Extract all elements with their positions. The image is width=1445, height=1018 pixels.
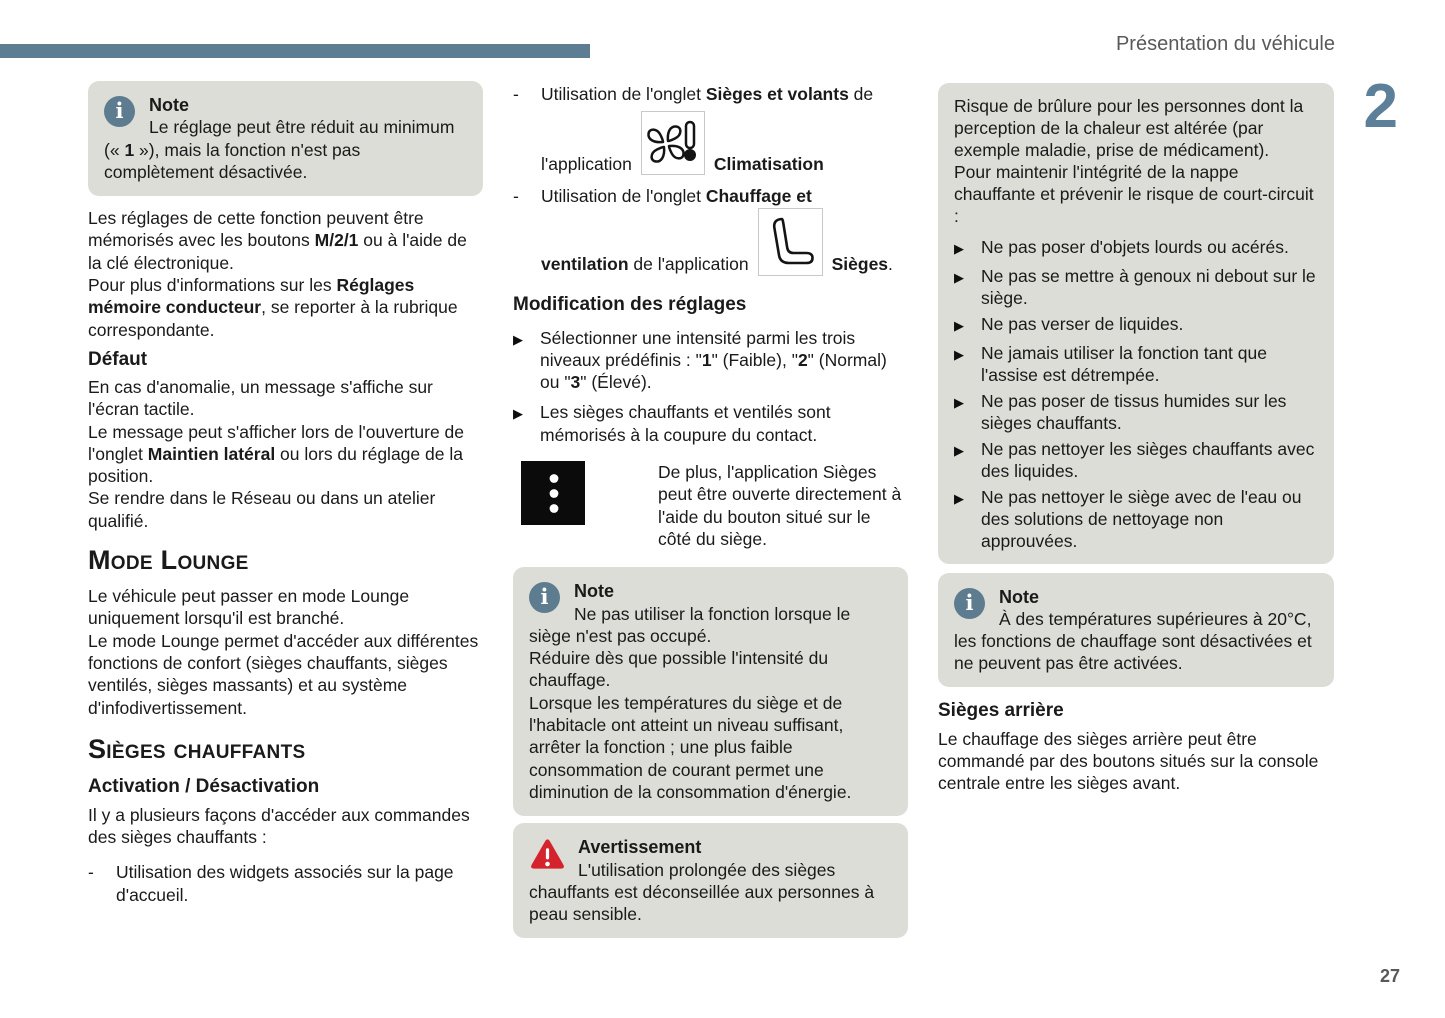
arrow-bullet-icon: ▶ bbox=[954, 271, 964, 286]
note-text: Ne pas utiliser la fonction lorsque le siège n'est pas occupé. bbox=[529, 603, 851, 646]
chapter-number: 2 bbox=[1363, 72, 1398, 141]
info-icon-glyph: i bbox=[115, 98, 124, 123]
arrow-list-item bbox=[954, 342, 1318, 386]
arrow-list-item bbox=[954, 265, 1318, 309]
three-dots-icon bbox=[521, 461, 585, 525]
arrow-list-item bbox=[954, 390, 1318, 434]
side-button-text: De plus, l'application Sièges peut être ouverte directement à l'aide du bouton situé sur le côté du siège. bbox=[658, 462, 902, 549]
list-item-text: Ne pas poser de tissus humides sur les sièges chauffants. bbox=[981, 391, 1287, 433]
arrow-list-item bbox=[954, 486, 1318, 552]
list-item-text: Utilisation des widgets associés sur la page d'accueil. bbox=[116, 862, 454, 905]
info-icon bbox=[954, 588, 985, 619]
note-title: Note bbox=[999, 587, 1039, 607]
side-button-note bbox=[513, 461, 908, 550]
arrow-bullet-icon: ▶ bbox=[513, 407, 523, 423]
dash-bullet: - bbox=[513, 84, 519, 104]
list-item-text: Ne pas se mettre à genoux ni debout sur le siège. bbox=[981, 266, 1316, 308]
list-item-text: Ne jamais utiliser la fonction tant que l'assise est détrempée. bbox=[981, 343, 1267, 385]
row-text: Climatisation bbox=[713, 154, 824, 174]
note-text: À des températures supérieures à 20°C, les fonctions de chauffage sont désactivées et ne peuvent pas être activées. bbox=[954, 609, 1312, 674]
paragraph: Se rendre dans le Réseau ou dans un atelier qualifié. bbox=[88, 488, 436, 531]
paragraph: Le mode Lounge permet d'accéder aux différentes fonctions de confort (sièges chauffants, sièges ventilés, sièges massants) et au système d'infodivertissement. bbox=[88, 630, 479, 718]
paragraph: Il y a plusieurs façons d'accéder aux commandes des sièges chauffants : bbox=[88, 804, 470, 848]
subsection-heading-sieges-arriere: Sièges arrière bbox=[938, 700, 1064, 722]
paragraph: En cas d'anomalie, un message s'affiche sur l'écran tactile. bbox=[88, 376, 433, 420]
note-text: Lorsque les températures du siège et de l'habitacle ont atteint un niveau suffisant, arrêter la fonction ; une plus faible consommation de courant permet une diminution de la consommation d'énergie. bbox=[529, 692, 852, 802]
arrow-bullet-icon: ▶ bbox=[954, 319, 964, 334]
list-item-text: Ne pas nettoyer le siège avec de l'eau ou des solutions de nettoyage non approuvées. bbox=[981, 487, 1302, 551]
list-item-text: Sélectionner une intensité parmi les trois niveaux prédéfinis : "1" (Faible), "2" (Normal) ou "3" (Élevé). bbox=[540, 327, 887, 393]
running-header: Présentation du véhicule bbox=[1115, 33, 1335, 55]
list-item-text: Les sièges chauffants et ventilés sont mémorisés à la coupure du contact. bbox=[540, 402, 831, 445]
row-text: l'application bbox=[541, 154, 632, 174]
app-reference-row bbox=[541, 208, 908, 276]
dash-list-item bbox=[88, 861, 483, 906]
arrow-bullet-icon: ▶ bbox=[954, 242, 964, 257]
arrow-list-item bbox=[513, 401, 908, 446]
note-text: Le réglage peut être réduit au minimum (« 1 »), mais la fonction n'est pas complètement désactivée. bbox=[104, 117, 455, 182]
arrow-list-item bbox=[954, 438, 1318, 482]
paragraph: Pour plus d'informations sur les Réglages mémoire conducteur, se reporter à la rubrique correspondante. bbox=[88, 275, 458, 340]
climate-app-icon bbox=[641, 111, 705, 175]
note-box-2 bbox=[513, 567, 908, 816]
arrow-list-item bbox=[954, 236, 1318, 261]
app-reference-row bbox=[541, 111, 908, 175]
arrow-list-item bbox=[513, 327, 908, 394]
arrow-list-item bbox=[954, 313, 1318, 338]
row-text: Sièges. bbox=[831, 254, 893, 275]
section-heading-sieges-chauffants: Sièges chauffants bbox=[88, 733, 306, 764]
section-heading-mode-lounge: Mode Lounge bbox=[88, 545, 249, 576]
dash-bullet: - bbox=[513, 186, 519, 207]
info-icon bbox=[104, 96, 135, 127]
paragraph: Le véhicule peut passer en mode Lounge uniquement lorsqu'il est branché. bbox=[88, 586, 410, 629]
paragraph: Les réglages de cette fonction peuvent être mémorisés avec les boutons M/2/1 ou à l'aide de la clé électronique. bbox=[88, 208, 467, 273]
row-text: ventilation de l'application bbox=[541, 254, 749, 275]
note-box-1 bbox=[88, 81, 483, 196]
list-item-text: Ne pas nettoyer les sièges chauffants avec des liquides. bbox=[981, 439, 1315, 481]
subsection-heading-defaut: Défaut bbox=[88, 348, 148, 370]
warning-text: L'utilisation prolongée des sièges chauffants est déconseillée aux personnes à peau sensible. bbox=[529, 859, 875, 925]
chapter-accent-bar bbox=[0, 44, 590, 58]
info-icon-glyph: i bbox=[540, 584, 549, 610]
arrow-bullet-icon: ▶ bbox=[954, 492, 964, 507]
safety-intro: Pour maintenir l'intégrité de la nappe chauffante et prévenir le risque de court-circuit : bbox=[954, 162, 1314, 226]
dash-bullet: - bbox=[88, 862, 94, 883]
dash-list-item bbox=[513, 185, 908, 207]
seat-icon bbox=[760, 210, 821, 274]
warning-icon bbox=[529, 838, 566, 872]
info-icon-glyph: i bbox=[965, 590, 974, 615]
safety-box bbox=[938, 83, 1334, 564]
note-title: Note bbox=[574, 581, 614, 602]
note-title: Note bbox=[149, 95, 189, 115]
fan-thermometer-icon bbox=[643, 113, 703, 173]
warning-box bbox=[513, 823, 908, 938]
safety-intro: Risque de brûlure pour les personnes dont la perception de la chaleur est altérée (par exemple maladie, prise de médicament). bbox=[954, 96, 1304, 160]
arrow-bullet-icon: ▶ bbox=[954, 396, 964, 411]
arrow-bullet-icon: ▶ bbox=[954, 348, 964, 363]
note-box-3 bbox=[938, 573, 1334, 687]
list-item-text: Ne pas verser de liquides. bbox=[981, 314, 1184, 334]
seats-app-icon bbox=[758, 208, 823, 276]
list-item-text: Utilisation de l'onglet Chauffage et bbox=[541, 186, 812, 207]
paragraph: Le chauffage des sièges arrière peut être commandé par des boutons situés sur la console centrale entre les sièges avant. bbox=[938, 729, 1319, 794]
subsection-heading-modification: Modification des réglages bbox=[513, 293, 747, 315]
page-number: 27 bbox=[1379, 966, 1400, 986]
warning-title: Avertissement bbox=[578, 837, 702, 858]
subsection-heading-activation: Activation / Désactivation bbox=[88, 775, 320, 797]
column-right bbox=[938, 83, 1334, 794]
arrow-bullet-icon: ▶ bbox=[954, 444, 964, 459]
list-item-text: Utilisation de l'onglet Sièges et volants de bbox=[541, 84, 874, 104]
note-text: Réduire dès que possible l'intensité du chauffage. bbox=[529, 648, 829, 691]
list-item-text: Ne pas poser d'objets lourds ou acérés. bbox=[981, 237, 1289, 257]
arrow-bullet-icon: ▶ bbox=[513, 332, 523, 348]
dash-list-item bbox=[513, 83, 908, 105]
column-left bbox=[88, 81, 483, 906]
column-middle bbox=[513, 83, 908, 938]
paragraph: Le message peut s'afficher lors de l'ouverture de l'onglet Maintien latéral ou lors du réglage de la position. bbox=[88, 421, 465, 487]
